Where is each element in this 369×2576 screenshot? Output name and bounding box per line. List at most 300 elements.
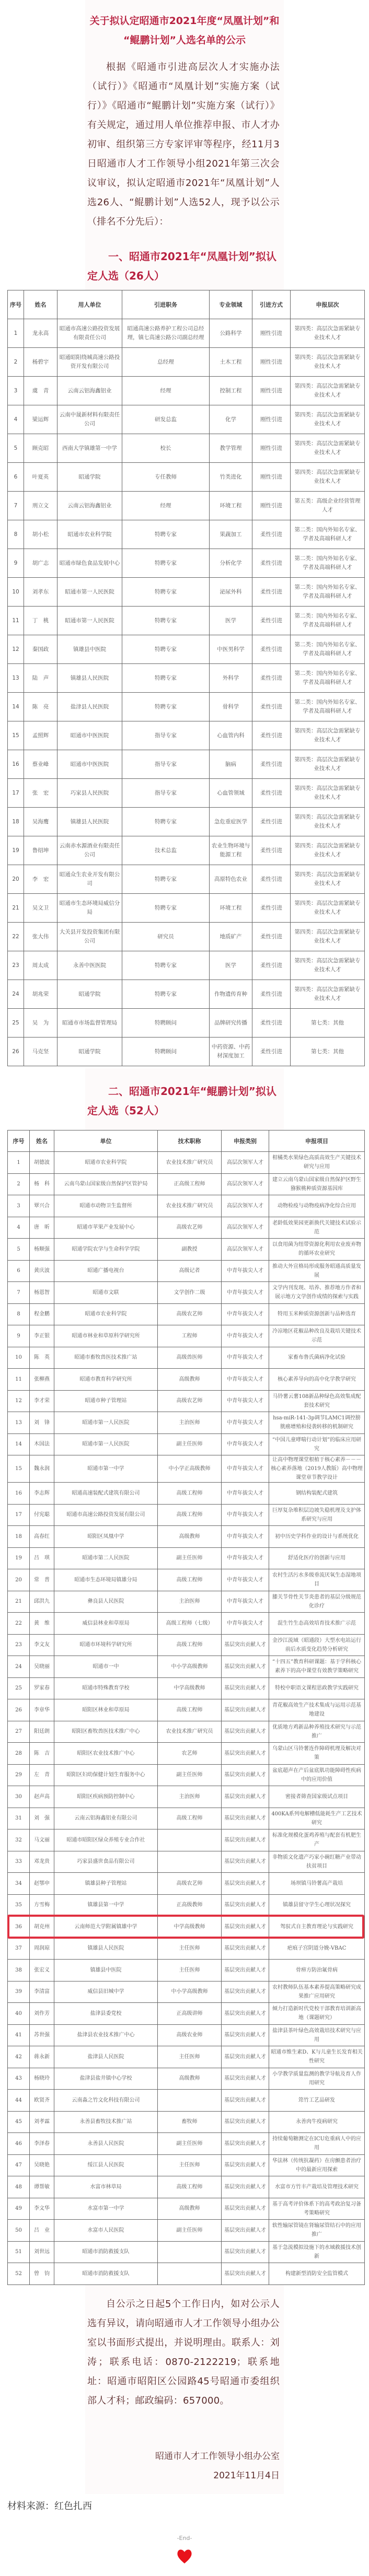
table-row bbox=[8, 578, 365, 607]
table-cell: 急危重症医学 bbox=[210, 808, 252, 836]
table-cell: 农业技术推广研究员 bbox=[158, 1195, 222, 1217]
table-cell: 果蔬加工 bbox=[210, 520, 252, 549]
table-cell: 杨恩智 bbox=[30, 1282, 54, 1304]
table-cell: 曾 钧 bbox=[30, 2263, 54, 2285]
table-cell: 主任医师 bbox=[158, 2046, 222, 2068]
table-cell: 吕 琪 bbox=[30, 1547, 54, 1569]
table-cell: 基层突出贡献人才 bbox=[222, 2176, 269, 2198]
table-cell: 基层突出贡献人才 bbox=[222, 2003, 269, 2025]
table-cell: 7 bbox=[8, 1282, 30, 1304]
column-header: 用人单位 bbox=[57, 290, 122, 319]
table-cell: 品牌研究传播 bbox=[210, 1009, 252, 1038]
table-cell: 第四类：高层次急需紧缺专业技术人才 bbox=[291, 836, 365, 865]
table-cell: 常 普 bbox=[30, 1569, 54, 1591]
table-cell: 12 bbox=[8, 635, 24, 664]
table-cell: 邱洪九 bbox=[30, 1591, 54, 1613]
signature-block bbox=[85, 2447, 280, 2494]
material-source: 材料来源：红色扎西 bbox=[7, 2500, 92, 2512]
table-cell: 农业生物环境与能源工程 bbox=[210, 836, 252, 865]
table-cell: 盐津县农业技术推广中心 bbox=[54, 2024, 158, 2046]
table-cell: 经理 bbox=[122, 492, 210, 520]
table-cell: 22 bbox=[8, 923, 24, 951]
table-row bbox=[8, 1656, 365, 1678]
table-cell: 17 bbox=[8, 1504, 30, 1526]
table-cell: 镇雄县人民医院 bbox=[54, 1938, 158, 1960]
table-cell: 高级工程师 bbox=[158, 1699, 222, 1721]
table-cell: 高级农艺师 bbox=[158, 1217, 222, 1239]
table-cell: 李正银 bbox=[30, 1325, 54, 1347]
table-cell: 昭通高速装配式建筑有限公司 bbox=[54, 1483, 158, 1505]
table-cell: 优质地方鸡新品种养殖技术研究与示范推广 bbox=[269, 1721, 365, 1743]
table-cell: 钢结构装配式建筑 bbox=[269, 1483, 365, 1505]
table-cell: 第二类：国内外知名专家、学者及高端科研人才 bbox=[291, 607, 365, 635]
table-cell: 主任医师 bbox=[158, 1938, 222, 1960]
table-cell: 邓龙贵 bbox=[30, 1851, 54, 1873]
table-cell: 初中历史学科作业的设计与系统优化 bbox=[269, 1526, 365, 1548]
table-cell: 特聘专家 bbox=[122, 664, 210, 693]
table-cell: 魏永润 bbox=[30, 1455, 54, 1483]
table-cell: 昭阳区妇幼保健计划生育服务中心 bbox=[54, 1764, 158, 1786]
table-cell: 构建新型消防安全监管模式 bbox=[269, 2263, 365, 2285]
table-cell: 水富市人民医院 bbox=[54, 2220, 158, 2242]
table-cell: 中学高级教师 bbox=[158, 1916, 222, 1938]
table-cell: 中小学高级教师 bbox=[158, 1981, 222, 2003]
table-cell: 高级教师 bbox=[158, 2068, 222, 2090]
table-cell: 黄庆波 bbox=[30, 1260, 54, 1282]
table-row bbox=[8, 1260, 365, 1282]
table-cell: 26 bbox=[8, 1699, 30, 1721]
table-cell: 柑橘类水果绿色高质高效生产关键技术研究与应用 bbox=[269, 1152, 365, 1174]
table-cell: 柔性引进 bbox=[252, 721, 291, 750]
table-cell: 第四类：高层次急需紧缺专业技术人才 bbox=[291, 319, 365, 348]
table-cell: 云南云铝海鑫铝业 bbox=[57, 377, 122, 405]
table-cell: 基层突出贡献人才 bbox=[222, 2263, 269, 2285]
table-row bbox=[8, 1347, 365, 1369]
table-cell: 高级工程师（七级） bbox=[158, 1613, 222, 1635]
table-cell: 苏世强 bbox=[30, 2024, 54, 2046]
table-cell: 24 bbox=[8, 980, 24, 1009]
table-cell: 昭阳区疾病预防控制中心 bbox=[54, 1786, 158, 1808]
table-cell: 水富市第一中学 bbox=[54, 2198, 158, 2220]
table-cell: 张宏义 bbox=[30, 1960, 54, 1981]
closing-paragraph: 自公示之日起5个工作日内，如对公示人选有异议，请向昭通市人才工作领导小组办公室以书面形式提出，并说明理由。联系人：刘涛；联系电话：0870-2122219；联系地址：昭通市昭阳区公园路45号昭通市委组织部人才科；邮政编码：657000。 bbox=[87, 2298, 280, 2406]
table-cell: 盐津县人民医院 bbox=[57, 693, 122, 721]
table-row bbox=[8, 1483, 365, 1505]
table-cell: 第四类：高层次急需紧缺专业技术人才 bbox=[291, 865, 365, 894]
table-cell: 特聘专家 bbox=[122, 520, 210, 549]
table-cell: 基层突出贡献人才 bbox=[222, 2111, 269, 2133]
table-cell: 水富市林草局 bbox=[54, 2176, 158, 2198]
table-cell: 15 bbox=[8, 1455, 30, 1483]
table-cell: 45 bbox=[8, 2111, 30, 2133]
table-cell: 刑立文 bbox=[24, 492, 57, 520]
table-cell: 1 bbox=[8, 319, 24, 348]
table-cell: “中国儿童哮喘行动计划”的临床应用研究 bbox=[269, 1433, 365, 1455]
table-cell: 第二类：国内外知名专家、学者及高端科研人才 bbox=[291, 549, 365, 578]
table-cell: 中青年拔尖人才 bbox=[222, 1455, 269, 1483]
table-cell: 盐津县人民医院 bbox=[54, 2046, 158, 2068]
table-cell: 副教授 bbox=[158, 1239, 222, 1261]
column-header: 序号 bbox=[8, 1130, 30, 1152]
table-cell: 地质矿产 bbox=[210, 923, 252, 951]
table-row bbox=[8, 980, 365, 1009]
table-cell: 特用玉米种质资源创新与品种选育 bbox=[269, 1303, 365, 1325]
table-cell: 中青年拔尖人才 bbox=[222, 1591, 269, 1613]
table-cell: 昭通市农业科学院 bbox=[54, 1303, 158, 1325]
table-cell: 李文友 bbox=[30, 1634, 54, 1656]
column-header: 申报层次 bbox=[291, 290, 365, 319]
table-row bbox=[8, 2090, 365, 2112]
table-cell: 中青年拔尖人才 bbox=[222, 1613, 269, 1635]
table-row bbox=[8, 1038, 365, 1066]
table-row bbox=[8, 1677, 365, 1699]
table-cell: 昭通市中医医院 bbox=[57, 721, 122, 750]
table-row bbox=[8, 2046, 365, 2068]
table-cell: 秦国政 bbox=[24, 635, 57, 664]
table-cell: 5 bbox=[8, 1239, 30, 1261]
table-cell: 柔性引进 bbox=[252, 836, 291, 865]
table-cell: 22 bbox=[8, 1613, 30, 1635]
table-cell: 推动大外宣格局形成服务昭通高质量发展 bbox=[269, 1260, 365, 1282]
table-cell: 9 bbox=[8, 549, 24, 578]
table-cell: hsa-miR-141-3p调节LAMC1调控膀胱癌增殖和侵袭转移的机制研究 bbox=[269, 1412, 365, 1434]
table-cell: 刘 强 bbox=[30, 1808, 54, 1829]
issue-date: 2021年11月4日 bbox=[213, 2470, 280, 2481]
table-row bbox=[8, 1412, 365, 1434]
table-cell: 26 bbox=[8, 1038, 24, 1066]
table-row bbox=[8, 865, 365, 894]
table-row bbox=[8, 377, 365, 405]
table-cell: 中青年拔尖人才 bbox=[222, 1390, 269, 1412]
table-cell: 高级农艺师 bbox=[158, 1390, 222, 1412]
table-cell: 覃兴合 bbox=[30, 1195, 54, 1217]
table-header-row bbox=[8, 290, 365, 319]
table-cell: 柔性引进 bbox=[252, 980, 291, 1009]
table-cell: 谭帮敏 bbox=[30, 2176, 54, 2198]
table-cell: 驾驭式自主教育理论与实践研究 bbox=[269, 1916, 365, 1938]
table-cell: 中药资源、中药材深度加工 bbox=[210, 1038, 252, 1066]
table-cell: 29 bbox=[8, 1764, 30, 1786]
table-cell: 陈 亮 bbox=[24, 693, 57, 721]
table-cell: 柔性引进 bbox=[252, 865, 291, 894]
table-cell: 2 bbox=[8, 1173, 30, 1195]
table-cell: 基层突出贡献人才 bbox=[222, 2220, 269, 2242]
table-row bbox=[8, 836, 365, 865]
table-row bbox=[8, 1938, 365, 1960]
table-cell: 昭通学院 bbox=[57, 463, 122, 492]
table-cell: 32 bbox=[8, 1829, 30, 1851]
table-cell: 胡兆荣 bbox=[24, 980, 57, 1009]
notice-title bbox=[85, 0, 284, 50]
table-cell: 教学管理 bbox=[210, 434, 252, 463]
table-cell: 昭通市市场监督管理局 bbox=[57, 1009, 122, 1038]
table-row bbox=[8, 1390, 365, 1412]
table-cell: 梁运辉 bbox=[24, 405, 57, 434]
table-cell: 50 bbox=[8, 2220, 30, 2242]
table-cell: 6 bbox=[8, 463, 24, 492]
table-cell: 柔性引进 bbox=[252, 549, 291, 578]
table-row bbox=[8, 923, 365, 951]
table-cell: 文学创作二级 bbox=[158, 1282, 222, 1304]
table-cell: 左 青 bbox=[30, 1764, 54, 1786]
section-2-heading: 二、昭通市2021年“鲲鹏计划”拟认定人选（52人） bbox=[87, 1085, 276, 1117]
table-cell: 赵声高 bbox=[30, 1786, 54, 1808]
table-cell: 筇竹工艺品研发 bbox=[269, 2090, 365, 2112]
table-cell: 高层次领军人才 bbox=[222, 1239, 269, 1261]
table-cell: 陆 声 bbox=[24, 664, 57, 693]
table-cell: 昭阳区畜牧兽医技术推广中心 bbox=[54, 1721, 158, 1743]
table-row bbox=[8, 1894, 365, 1916]
table-cell: 高级记者 bbox=[158, 1260, 222, 1282]
table-cell: 胡广志 bbox=[24, 549, 57, 578]
table-row bbox=[8, 2220, 365, 2242]
table-cell: 中青年拔尖人才 bbox=[222, 1347, 269, 1369]
table-cell bbox=[158, 2241, 222, 2263]
table-cell: 让高中物理课堂根植于核心素养－－－核心素养落地（2019人教版）高中物理课堂章节教学设计 bbox=[269, 1455, 365, 1483]
column-header: 单位 bbox=[54, 1130, 158, 1152]
table-cell: 第二类：国内外知名专家、学者及高端科研人才 bbox=[291, 693, 365, 721]
table-cell: 工程师 bbox=[158, 1325, 222, 1347]
table-cell: 中青年拔尖人才 bbox=[222, 1483, 269, 1505]
table-cell bbox=[158, 2263, 222, 2285]
table-cell: 第二类：国内外知名专家、学者及高端科研人才 bbox=[291, 664, 365, 693]
column-header: 姓名 bbox=[24, 290, 57, 319]
table-cell: 总经理 bbox=[122, 348, 210, 377]
phoenix-plan-table bbox=[7, 290, 365, 1066]
table-cell: 41 bbox=[8, 2024, 30, 2046]
table-row bbox=[8, 348, 365, 377]
table-cell: 18 bbox=[8, 1526, 30, 1548]
table-cell: 副主任医师 bbox=[158, 1433, 222, 1455]
table-cell: 分析化学 bbox=[210, 549, 252, 578]
table-cell: 刘孝霖 bbox=[30, 2111, 54, 2133]
table-cell: 畜牧师 bbox=[158, 2111, 222, 2133]
table-cell: 杨晓玲 bbox=[30, 2068, 54, 2090]
table-cell: 家畜布鲁氏菌病净化试验 bbox=[269, 1347, 365, 1369]
table-cell: 中青年拔尖人才 bbox=[222, 1504, 269, 1526]
table-cell: 水富市方竹丰产栽培及管理技术研究 bbox=[269, 2176, 365, 2198]
table-cell: 特聘专家 bbox=[122, 693, 210, 721]
table-cell: 镇雄县中医院 bbox=[54, 1960, 158, 1981]
table-cell: 竹类进化 bbox=[210, 463, 252, 492]
table-cell: 副主任医师 bbox=[158, 2133, 222, 2155]
table-row bbox=[8, 1504, 365, 1526]
table-cell: 昭通市第一中学 bbox=[54, 1455, 158, 1483]
table-cell: 膝关节骨性关节炎患者的基层分级规范化诊疗 bbox=[269, 1591, 365, 1613]
table-cell: 23 bbox=[8, 1634, 30, 1656]
table-cell: 指导专家 bbox=[122, 721, 210, 750]
table-cell: 李清富 bbox=[30, 1981, 54, 2003]
table-cell: 特聘专家 bbox=[122, 578, 210, 607]
table-cell: 昭通学院 bbox=[57, 980, 122, 1009]
table-cell: 特聘专家 bbox=[122, 549, 210, 578]
table-cell: 昭通高速公路养护工程公司总经理，镇七高速公路公司副总经理 bbox=[122, 319, 210, 348]
table-row bbox=[8, 1369, 365, 1391]
table-row bbox=[8, 1981, 365, 2003]
table-cell: 基层突出贡献人才 bbox=[222, 1960, 269, 1981]
table-cell: 欧贤齐 bbox=[30, 2090, 54, 2112]
table-row bbox=[8, 1873, 365, 1895]
table-cell: 混生竹生态高效培育技术推广示范 bbox=[269, 1613, 365, 1635]
table-row bbox=[8, 1526, 365, 1548]
table-cell: 密接者筛查国家级试点项目 bbox=[269, 1786, 365, 1808]
table-cell: 第二类：国内外知名专家、学者及高端科研人才 bbox=[291, 578, 365, 607]
table-cell: 8 bbox=[8, 520, 24, 549]
table-cell: 技术总监 bbox=[122, 836, 210, 865]
table-cell: 动物检疫与动物疫病净化综合应用 bbox=[269, 1195, 365, 1217]
table-row bbox=[8, 635, 365, 664]
table-cell: 高级工程师 bbox=[158, 1634, 222, 1656]
table-cell: 基层突出贡献人才 bbox=[222, 2154, 269, 2176]
table-row bbox=[8, 2176, 365, 2198]
table-cell: 永善县畜牧技术推广站 bbox=[54, 2111, 158, 2133]
table-cell: 专任教师 bbox=[122, 463, 210, 492]
table-cell: 以食用菌为纽带资源化利用农业废弃物的循环农业研究 bbox=[269, 1239, 365, 1261]
table-cell: 主任医师 bbox=[158, 1960, 222, 1981]
table-cell: 镇雄县第一中学 bbox=[54, 1894, 158, 1916]
table-cell: 昭通市昭阳区绿众养殖专业合作社 bbox=[54, 1829, 158, 1851]
table-cell: 基层突出贡献人才 bbox=[222, 1916, 269, 1938]
table-cell: 绥江县人民医院 bbox=[54, 2154, 158, 2176]
table-cell: 昭通市第二人民医院 bbox=[54, 1547, 158, 1569]
table-cell: 云南赤水源酒业有限责任公司 bbox=[57, 836, 122, 865]
table-cell: “十四五”教育科研课题：基于学科核心素养下的高中课堂有效教学策略研究 bbox=[269, 1656, 365, 1678]
table-cell: 基层突出贡献人才 bbox=[222, 1743, 269, 1765]
table-cell: 副主任医师 bbox=[158, 1547, 222, 1569]
table-cell: 乌蒙山区马铃薯连作障碍机理及解决对策 bbox=[269, 1743, 365, 1765]
table-cell: 华法林（传统抗凝药）在房颤患者治疗中的最新应用探索 bbox=[269, 2154, 365, 2176]
table-cell: 黄 维 bbox=[30, 1613, 54, 1635]
table-cell: 方雪梅 bbox=[30, 1894, 54, 1916]
table-cell: 赵鄂申 bbox=[30, 1873, 54, 1895]
table-row bbox=[8, 1613, 365, 1635]
table-cell: 高级教师 bbox=[158, 2198, 222, 2220]
table-cell: 马铃薯云薯108新品种绿色高效集成配套技术研究 bbox=[269, 1390, 365, 1412]
table-cell: 基层突出贡献人才 bbox=[222, 1873, 269, 1895]
table-cell: 镇雄县种子管理站 bbox=[54, 1873, 158, 1895]
table-row bbox=[8, 1547, 365, 1569]
table-cell: 吴晓艳 bbox=[30, 2154, 54, 2176]
table-cell: 标准化规模化蛋鸡养殖与配套有机肥生产 bbox=[269, 1829, 365, 1851]
table-cell: 骨痹方防治氟骨病 bbox=[269, 1960, 365, 1981]
table-cell: 高级农业师 bbox=[158, 2024, 222, 2046]
table-cell: 1 bbox=[8, 1152, 30, 1174]
table-row bbox=[8, 1916, 365, 1938]
table-cell: 软性输尿管镜在肾输尿管结石中的应用推广 bbox=[269, 2220, 365, 2242]
table-cell: 杨顺强 bbox=[30, 1239, 54, 1261]
table-row bbox=[8, 721, 365, 750]
table-cell: 副主任医师 bbox=[158, 2220, 222, 2242]
table-cell: 巧家县人民医院 bbox=[57, 779, 122, 808]
table-row bbox=[8, 1569, 365, 1591]
table-cell: 高级兽医师 bbox=[158, 1347, 222, 1369]
table-cell: 刚性引进 bbox=[252, 319, 291, 348]
table-cell: 柔性引进 bbox=[252, 1009, 291, 1038]
table-cell: 27 bbox=[8, 1721, 30, 1743]
table-row bbox=[8, 1721, 365, 1743]
table-cell: 昭通学院 bbox=[57, 1038, 122, 1066]
table-cell: 吴文卫 bbox=[24, 894, 57, 923]
table-cell: 19 bbox=[8, 1547, 30, 1569]
table-cell: 基层突出贡献人才 bbox=[222, 1808, 269, 1829]
table-cell: 正高级讲师 bbox=[158, 2003, 222, 2025]
table-cell: 第四类：高层次急需紧缺专业技术人才 bbox=[291, 348, 365, 377]
table-cell: 18 bbox=[8, 808, 24, 836]
table-cell: 第七类：其他 bbox=[291, 1009, 365, 1038]
table-cell: 昭阳区林业和草原局 bbox=[54, 1699, 158, 1721]
table-cell: 高层次领军人才 bbox=[222, 1217, 269, 1239]
column-header: 申报项目 bbox=[269, 1130, 365, 1152]
table-cell: 48 bbox=[8, 2176, 30, 2198]
table-row bbox=[8, 808, 365, 836]
table-cell: 正高级教师 bbox=[158, 1894, 222, 1916]
table-cell: 盐津县盐井镇中心学校 bbox=[54, 2068, 158, 2090]
table-cell: 4 bbox=[8, 1217, 30, 1239]
table-cell: 38 bbox=[8, 1960, 30, 1981]
table-cell: 16 bbox=[8, 750, 24, 779]
table-cell: 特聘专家 bbox=[122, 635, 210, 664]
table-cell: 程金鹏 bbox=[30, 1303, 54, 1325]
column-header: 申报类别 bbox=[222, 1130, 269, 1152]
table-cell: 柔性引进 bbox=[252, 750, 291, 779]
table-cell: 40 bbox=[8, 2003, 30, 2025]
table-cell: 中学高级教师 bbox=[158, 1677, 222, 1699]
table-cell: 昭通市林业和草原科学研究所 bbox=[54, 1325, 158, 1347]
table-cell: 刚性引进 bbox=[252, 377, 291, 405]
table-cell: 44 bbox=[8, 2090, 30, 2112]
table-cell: 刚性引进 bbox=[252, 405, 291, 434]
table-cell bbox=[158, 1829, 222, 1851]
table-cell: 中青年拔尖人才 bbox=[222, 1433, 269, 1455]
table-row bbox=[8, 1786, 365, 1808]
table-cell: 中医男科学 bbox=[210, 635, 252, 664]
table-cell: 基层突出贡献人才 bbox=[222, 1938, 269, 1960]
column-header: 引进职务 bbox=[122, 290, 210, 319]
table-cell: 柔性引进 bbox=[252, 779, 291, 808]
table-cell: 脑病 bbox=[210, 750, 252, 779]
table-cell: 昭通市特殊教育学校 bbox=[54, 1677, 158, 1699]
table-cell: 李志辉 bbox=[30, 1483, 54, 1505]
kunpeng-plan-table bbox=[7, 1130, 365, 2285]
table-cell: 昭通市一中 bbox=[54, 1656, 158, 1678]
table-cell: 高级工程师 bbox=[158, 1808, 222, 1829]
table-row bbox=[8, 1195, 365, 1217]
signer: 昭通市人才工作领导小组办公室 bbox=[155, 2451, 280, 2462]
table-cell: 青花椒高效生产技术集成与运用示范基地建设 bbox=[269, 1699, 365, 1721]
table-cell: 19 bbox=[8, 836, 24, 865]
table-cell: 第四类：高层次急需紧缺专业技术人才 bbox=[291, 377, 365, 405]
table-cell: 高级工程师 bbox=[158, 1504, 222, 1526]
table-cell: 高级工程师 bbox=[158, 1569, 222, 1591]
table-cell: 龙永高 bbox=[24, 319, 57, 348]
table-row bbox=[8, 693, 365, 721]
table-cell: 唐 昕 bbox=[30, 1217, 54, 1239]
table-cell: 第四类：高层次急需紧缺专业技术人才 bbox=[291, 894, 365, 923]
table-cell bbox=[158, 2090, 222, 2112]
table-row bbox=[8, 664, 365, 693]
table-row bbox=[8, 1173, 365, 1195]
table-cell: 昭通市高速公路投资发展有限责任公司 bbox=[57, 319, 122, 348]
table-cell: 特聘顾问 bbox=[122, 1038, 210, 1066]
table-cell: 刚性引进 bbox=[252, 463, 291, 492]
table-cell: 4 bbox=[8, 405, 24, 434]
table-cell: 阳廷朗 bbox=[30, 1721, 54, 1743]
table-cell: 基层突出贡献人才 bbox=[222, 1677, 269, 1699]
table-cell: 中青年拔尖人才 bbox=[222, 1260, 269, 1282]
table-cell: 基层突出贡献人才 bbox=[222, 1699, 269, 1721]
table-row bbox=[8, 1303, 365, 1325]
table-cell: 胡小松 bbox=[24, 520, 57, 549]
